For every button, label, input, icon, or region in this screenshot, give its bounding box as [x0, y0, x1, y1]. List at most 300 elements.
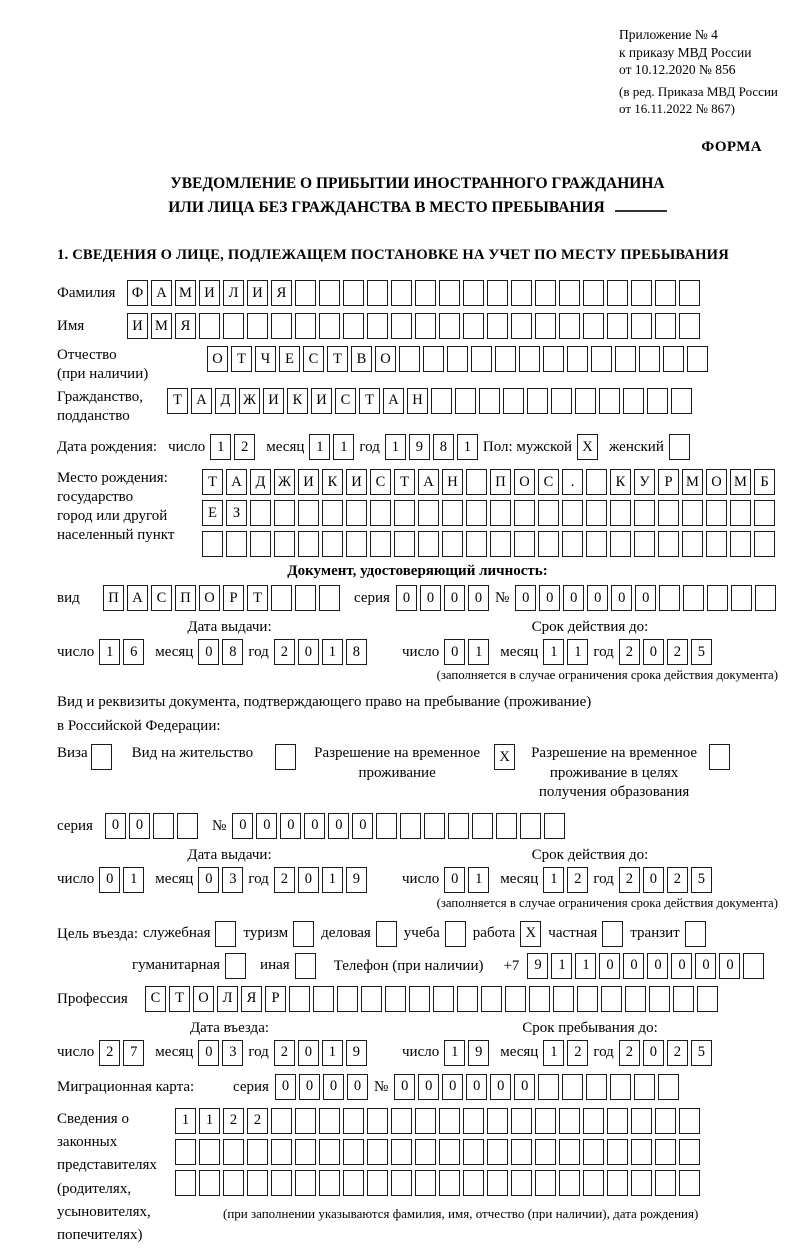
entry-month-input[interactable]: [198, 1040, 243, 1066]
birthplace-input-row1[interactable]: [202, 469, 775, 495]
char-cell[interactable]: 2: [667, 867, 688, 893]
char-cell[interactable]: [466, 531, 487, 557]
char-cell[interactable]: [505, 986, 526, 1012]
char-cell[interactable]: [247, 1170, 268, 1196]
char-cell[interactable]: 2: [567, 1040, 588, 1066]
identity-valid-day-input[interactable]: [444, 639, 489, 665]
char-cell[interactable]: [319, 1170, 340, 1196]
char-cell[interactable]: [551, 388, 572, 414]
char-cell[interactable]: Д: [250, 469, 271, 495]
char-cell[interactable]: [634, 1074, 655, 1100]
char-cell[interactable]: [685, 921, 706, 947]
char-cell[interactable]: И: [127, 313, 148, 339]
char-cell[interactable]: [503, 388, 524, 414]
char-cell[interactable]: [385, 986, 406, 1012]
char-cell[interactable]: [730, 531, 751, 557]
char-cell[interactable]: 0: [232, 813, 253, 839]
char-cell[interactable]: [177, 813, 198, 839]
char-cell[interactable]: [293, 921, 314, 947]
char-cell[interactable]: [370, 500, 391, 526]
char-cell[interactable]: 0: [323, 1074, 344, 1100]
char-cell[interactable]: Т: [169, 986, 190, 1012]
char-cell[interactable]: [487, 1170, 508, 1196]
char-cell[interactable]: [250, 500, 271, 526]
char-cell[interactable]: 0: [515, 585, 536, 611]
identity-kind-input[interactable]: [103, 585, 340, 611]
char-cell[interactable]: [610, 531, 631, 557]
char-cell[interactable]: 2: [667, 1040, 688, 1066]
char-cell[interactable]: 1: [99, 639, 120, 665]
char-cell[interactable]: О: [193, 986, 214, 1012]
char-cell[interactable]: 1: [123, 867, 144, 893]
char-cell[interactable]: [583, 1170, 604, 1196]
char-cell[interactable]: Р: [658, 469, 679, 495]
char-cell[interactable]: [418, 500, 439, 526]
residence-number-input[interactable]: [232, 813, 565, 839]
char-cell[interactable]: 2: [234, 434, 255, 460]
residence-permit-checkbox[interactable]: [275, 744, 296, 770]
char-cell[interactable]: [298, 531, 319, 557]
char-cell[interactable]: [455, 388, 476, 414]
char-cell[interactable]: 1: [543, 1040, 564, 1066]
char-cell[interactable]: [319, 313, 340, 339]
char-cell[interactable]: [511, 1170, 532, 1196]
char-cell[interactable]: 0: [304, 813, 325, 839]
char-cell[interactable]: 1: [575, 953, 596, 979]
char-cell[interactable]: [295, 313, 316, 339]
char-cell[interactable]: [562, 531, 583, 557]
char-cell[interactable]: [527, 388, 548, 414]
residence-valid-month-input[interactable]: [543, 867, 588, 893]
char-cell[interactable]: X: [577, 434, 598, 460]
char-cell[interactable]: Т: [247, 585, 268, 611]
char-cell[interactable]: 2: [247, 1108, 268, 1134]
char-cell[interactable]: [295, 1170, 316, 1196]
char-cell[interactable]: [247, 313, 268, 339]
char-cell[interactable]: [463, 280, 484, 306]
char-cell[interactable]: [586, 500, 607, 526]
char-cell[interactable]: 0: [468, 585, 489, 611]
char-cell[interactable]: 0: [563, 585, 584, 611]
char-cell[interactable]: 9: [468, 1040, 489, 1066]
representatives-input-row1[interactable]: [175, 1108, 700, 1134]
char-cell[interactable]: [583, 1108, 604, 1134]
char-cell[interactable]: 0: [490, 1074, 511, 1100]
char-cell[interactable]: [658, 531, 679, 557]
representatives-input-row2[interactable]: [175, 1139, 700, 1165]
char-cell[interactable]: [391, 1139, 412, 1165]
char-cell[interactable]: 2: [619, 1040, 640, 1066]
char-cell[interactable]: [463, 1108, 484, 1134]
char-cell[interactable]: 1: [385, 434, 406, 460]
char-cell[interactable]: С: [303, 346, 324, 372]
char-cell[interactable]: 0: [643, 639, 664, 665]
birthplace-input-row3[interactable]: [202, 531, 775, 557]
purpose-other-checkbox[interactable]: [295, 953, 316, 979]
char-cell[interactable]: [271, 1170, 292, 1196]
char-cell[interactable]: О: [375, 346, 396, 372]
residence-issue-year-input[interactable]: [274, 867, 367, 893]
char-cell[interactable]: 9: [346, 1040, 367, 1066]
char-cell[interactable]: И: [311, 388, 332, 414]
char-cell[interactable]: 5: [691, 1040, 712, 1066]
char-cell[interactable]: [361, 986, 382, 1012]
char-cell[interactable]: 1: [567, 639, 588, 665]
char-cell[interactable]: [271, 585, 292, 611]
char-cell[interactable]: [562, 500, 583, 526]
char-cell[interactable]: 0: [643, 867, 664, 893]
char-cell[interactable]: [577, 986, 598, 1012]
char-cell[interactable]: 2: [99, 1040, 120, 1066]
char-cell[interactable]: [535, 1170, 556, 1196]
char-cell[interactable]: А: [151, 280, 172, 306]
char-cell[interactable]: А: [127, 585, 148, 611]
char-cell[interactable]: [511, 1108, 532, 1134]
char-cell[interactable]: [415, 1170, 436, 1196]
char-cell[interactable]: 2: [619, 639, 640, 665]
char-cell[interactable]: [559, 1170, 580, 1196]
char-cell[interactable]: 0: [256, 813, 277, 839]
char-cell[interactable]: [472, 813, 493, 839]
char-cell[interactable]: [583, 313, 604, 339]
char-cell[interactable]: [343, 280, 364, 306]
char-cell[interactable]: X: [520, 921, 541, 947]
char-cell[interactable]: 8: [222, 639, 243, 665]
char-cell[interactable]: С: [145, 986, 166, 1012]
char-cell[interactable]: [559, 280, 580, 306]
surname-input[interactable]: [127, 280, 700, 306]
char-cell[interactable]: 0: [280, 813, 301, 839]
char-cell[interactable]: [448, 813, 469, 839]
char-cell[interactable]: М: [682, 469, 703, 495]
char-cell[interactable]: 7: [123, 1040, 144, 1066]
char-cell[interactable]: [463, 1139, 484, 1165]
char-cell[interactable]: [519, 346, 540, 372]
birthdate-day-input[interactable]: [210, 434, 255, 460]
char-cell[interactable]: [663, 346, 684, 372]
char-cell[interactable]: [415, 313, 436, 339]
char-cell[interactable]: [586, 531, 607, 557]
purpose-tourism-checkbox[interactable]: [293, 921, 314, 947]
char-cell[interactable]: .: [562, 469, 583, 495]
char-cell[interactable]: [679, 280, 700, 306]
char-cell[interactable]: Т: [359, 388, 380, 414]
char-cell[interactable]: [295, 585, 316, 611]
char-cell[interactable]: [679, 1170, 700, 1196]
char-cell[interactable]: [175, 1170, 196, 1196]
char-cell[interactable]: [535, 1108, 556, 1134]
char-cell[interactable]: 0: [643, 1040, 664, 1066]
char-cell[interactable]: 0: [623, 953, 644, 979]
char-cell[interactable]: Т: [202, 469, 223, 495]
char-cell[interactable]: [683, 585, 704, 611]
char-cell[interactable]: Н: [407, 388, 428, 414]
char-cell[interactable]: [655, 313, 676, 339]
char-cell[interactable]: [394, 500, 415, 526]
char-cell[interactable]: [289, 986, 310, 1012]
char-cell[interactable]: Т: [394, 469, 415, 495]
char-cell[interactable]: З: [226, 500, 247, 526]
char-cell[interactable]: [367, 313, 388, 339]
char-cell[interactable]: [343, 1139, 364, 1165]
char-cell[interactable]: В: [351, 346, 372, 372]
char-cell[interactable]: [442, 531, 463, 557]
char-cell[interactable]: П: [175, 585, 196, 611]
visa-checkbox[interactable]: [91, 744, 112, 770]
edu-permit-checkbox[interactable]: [709, 744, 730, 770]
char-cell[interactable]: Т: [167, 388, 188, 414]
char-cell[interactable]: [367, 1108, 388, 1134]
char-cell[interactable]: [730, 500, 751, 526]
char-cell[interactable]: [439, 1139, 460, 1165]
char-cell[interactable]: [346, 531, 367, 557]
char-cell[interactable]: 0: [198, 867, 219, 893]
char-cell[interactable]: [559, 313, 580, 339]
char-cell[interactable]: Е: [279, 346, 300, 372]
char-cell[interactable]: [610, 1074, 631, 1100]
char-cell[interactable]: 0: [105, 813, 126, 839]
char-cell[interactable]: 0: [394, 1074, 415, 1100]
char-cell[interactable]: 8: [433, 434, 454, 460]
char-cell[interactable]: 0: [418, 1074, 439, 1100]
char-cell[interactable]: [755, 585, 776, 611]
birthdate-year-input[interactable]: [385, 434, 478, 460]
char-cell[interactable]: 0: [695, 953, 716, 979]
char-cell[interactable]: 9: [409, 434, 430, 460]
char-cell[interactable]: [376, 813, 397, 839]
char-cell[interactable]: А: [418, 469, 439, 495]
char-cell[interactable]: 1: [322, 639, 343, 665]
gender-female-checkbox[interactable]: [669, 434, 690, 460]
char-cell[interactable]: [343, 1170, 364, 1196]
char-cell[interactable]: О: [514, 469, 535, 495]
char-cell[interactable]: [463, 313, 484, 339]
char-cell[interactable]: [625, 986, 646, 1012]
char-cell[interactable]: [514, 531, 535, 557]
char-cell[interactable]: [439, 1170, 460, 1196]
char-cell[interactable]: [394, 531, 415, 557]
char-cell[interactable]: [671, 388, 692, 414]
char-cell[interactable]: 1: [309, 434, 330, 460]
char-cell[interactable]: Б: [754, 469, 775, 495]
char-cell[interactable]: 0: [198, 1040, 219, 1066]
temp-permit-checkbox[interactable]: [494, 744, 515, 770]
stay-day-input[interactable]: [444, 1040, 489, 1066]
char-cell[interactable]: [202, 531, 223, 557]
char-cell[interactable]: [659, 585, 680, 611]
char-cell[interactable]: [479, 388, 500, 414]
purpose-study-checkbox[interactable]: [445, 921, 466, 947]
char-cell[interactable]: [567, 346, 588, 372]
char-cell[interactable]: [418, 531, 439, 557]
char-cell[interactable]: [535, 313, 556, 339]
char-cell[interactable]: Я: [241, 986, 262, 1012]
char-cell[interactable]: Т: [327, 346, 348, 372]
char-cell[interactable]: [391, 313, 412, 339]
char-cell[interactable]: А: [226, 469, 247, 495]
char-cell[interactable]: [615, 346, 636, 372]
char-cell[interactable]: [271, 1108, 292, 1134]
char-cell[interactable]: И: [199, 280, 220, 306]
char-cell[interactable]: [175, 1139, 196, 1165]
char-cell[interactable]: [647, 388, 668, 414]
char-cell[interactable]: [490, 531, 511, 557]
char-cell[interactable]: Я: [271, 280, 292, 306]
char-cell[interactable]: Р: [265, 986, 286, 1012]
char-cell[interactable]: [399, 346, 420, 372]
char-cell[interactable]: Ж: [274, 469, 295, 495]
char-cell[interactable]: [490, 500, 511, 526]
char-cell[interactable]: [655, 280, 676, 306]
gender-male-checkbox[interactable]: [577, 434, 598, 460]
char-cell[interactable]: [439, 280, 460, 306]
char-cell[interactable]: [199, 1139, 220, 1165]
phone-input[interactable]: [527, 953, 764, 979]
char-cell[interactable]: 0: [298, 639, 319, 665]
char-cell[interactable]: [583, 280, 604, 306]
char-cell[interactable]: [322, 531, 343, 557]
char-cell[interactable]: [679, 313, 700, 339]
char-cell[interactable]: [669, 434, 690, 460]
char-cell[interactable]: [250, 531, 271, 557]
char-cell[interactable]: 0: [539, 585, 560, 611]
char-cell[interactable]: [433, 986, 454, 1012]
char-cell[interactable]: С: [335, 388, 356, 414]
char-cell[interactable]: X: [494, 744, 515, 770]
identity-issue-month-input[interactable]: [198, 639, 243, 665]
char-cell[interactable]: [535, 1139, 556, 1165]
char-cell[interactable]: [274, 500, 295, 526]
char-cell[interactable]: [599, 388, 620, 414]
residence-valid-day-input[interactable]: [444, 867, 489, 893]
char-cell[interactable]: [391, 1108, 412, 1134]
char-cell[interactable]: Ж: [239, 388, 260, 414]
char-cell[interactable]: 1: [457, 434, 478, 460]
char-cell[interactable]: [655, 1170, 676, 1196]
char-cell[interactable]: О: [706, 469, 727, 495]
char-cell[interactable]: [391, 280, 412, 306]
char-cell[interactable]: 2: [274, 867, 295, 893]
char-cell[interactable]: [602, 921, 623, 947]
char-cell[interactable]: 0: [635, 585, 656, 611]
char-cell[interactable]: О: [207, 346, 228, 372]
char-cell[interactable]: [319, 1139, 340, 1165]
char-cell[interactable]: [226, 531, 247, 557]
char-cell[interactable]: 0: [444, 585, 465, 611]
char-cell[interactable]: [319, 1108, 340, 1134]
char-cell[interactable]: 0: [99, 867, 120, 893]
purpose-private-checkbox[interactable]: [602, 921, 623, 947]
char-cell[interactable]: [153, 813, 174, 839]
patronymic-input[interactable]: [207, 346, 708, 372]
char-cell[interactable]: [343, 313, 364, 339]
char-cell[interactable]: [754, 500, 775, 526]
char-cell[interactable]: П: [490, 469, 511, 495]
char-cell[interactable]: 3: [222, 867, 243, 893]
migration-number-input[interactable]: [394, 1074, 679, 1100]
identity-valid-month-input[interactable]: [543, 639, 588, 665]
char-cell[interactable]: 1: [175, 1108, 196, 1134]
char-cell[interactable]: [591, 346, 612, 372]
stay-year-input[interactable]: [619, 1040, 712, 1066]
residence-series-input[interactable]: [105, 813, 198, 839]
char-cell[interactable]: [529, 986, 550, 1012]
char-cell[interactable]: С: [538, 469, 559, 495]
char-cell[interactable]: 0: [514, 1074, 535, 1100]
char-cell[interactable]: К: [322, 469, 343, 495]
char-cell[interactable]: А: [191, 388, 212, 414]
char-cell[interactable]: 1: [199, 1108, 220, 1134]
char-cell[interactable]: 0: [444, 867, 465, 893]
char-cell[interactable]: [623, 388, 644, 414]
char-cell[interactable]: [225, 953, 246, 979]
char-cell[interactable]: [559, 1139, 580, 1165]
char-cell[interactable]: Л: [217, 986, 238, 1012]
char-cell[interactable]: [295, 1139, 316, 1165]
char-cell[interactable]: [631, 313, 652, 339]
char-cell[interactable]: 0: [299, 1074, 320, 1100]
char-cell[interactable]: [487, 1139, 508, 1165]
char-cell[interactable]: [511, 313, 532, 339]
char-cell[interactable]: 0: [671, 953, 692, 979]
char-cell[interactable]: [415, 1139, 436, 1165]
char-cell[interactable]: 1: [543, 867, 564, 893]
char-cell[interactable]: [223, 1139, 244, 1165]
char-cell[interactable]: [679, 1108, 700, 1134]
char-cell[interactable]: [631, 1170, 652, 1196]
char-cell[interactable]: И: [263, 388, 284, 414]
char-cell[interactable]: [634, 500, 655, 526]
char-cell[interactable]: [295, 1108, 316, 1134]
char-cell[interactable]: 0: [719, 953, 740, 979]
char-cell[interactable]: [466, 500, 487, 526]
char-cell[interactable]: [743, 953, 764, 979]
char-cell[interactable]: 1: [333, 434, 354, 460]
char-cell[interactable]: 9: [346, 867, 367, 893]
char-cell[interactable]: [466, 469, 487, 495]
char-cell[interactable]: [511, 280, 532, 306]
char-cell[interactable]: [274, 531, 295, 557]
char-cell[interactable]: 1: [551, 953, 572, 979]
char-cell[interactable]: 0: [298, 1040, 319, 1066]
char-cell[interactable]: 0: [298, 867, 319, 893]
char-cell[interactable]: 9: [527, 953, 548, 979]
purpose-humanitarian-checkbox[interactable]: [225, 953, 246, 979]
char-cell[interactable]: 0: [396, 585, 417, 611]
migration-series-input[interactable]: [275, 1074, 368, 1100]
char-cell[interactable]: [313, 986, 334, 1012]
char-cell[interactable]: [631, 1108, 652, 1134]
char-cell[interactable]: [610, 500, 631, 526]
char-cell[interactable]: [639, 346, 660, 372]
purpose-work-checkbox[interactable]: [520, 921, 541, 947]
char-cell[interactable]: [538, 500, 559, 526]
residence-valid-year-input[interactable]: [619, 867, 712, 893]
char-cell[interactable]: 1: [543, 639, 564, 665]
char-cell[interactable]: [481, 986, 502, 1012]
purpose-business-checkbox[interactable]: [376, 921, 397, 947]
char-cell[interactable]: [754, 531, 775, 557]
char-cell[interactable]: [223, 1170, 244, 1196]
char-cell[interactable]: [543, 346, 564, 372]
char-cell[interactable]: [697, 986, 718, 1012]
char-cell[interactable]: [487, 280, 508, 306]
residence-issue-month-input[interactable]: [198, 867, 243, 893]
char-cell[interactable]: [679, 1139, 700, 1165]
char-cell[interactable]: 2: [667, 639, 688, 665]
char-cell[interactable]: [496, 813, 517, 839]
char-cell[interactable]: 2: [274, 1040, 295, 1066]
